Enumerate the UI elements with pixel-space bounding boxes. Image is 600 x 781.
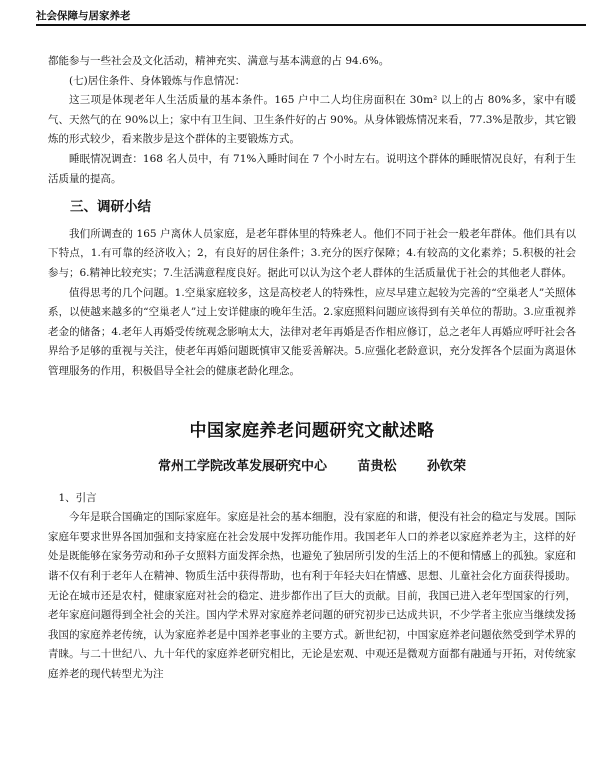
paragraph: 今年是联合国确定的国际家庭年。家庭是社会的基本细胞，没有家庭的和谐，便没有社会的稳定与发展。国际家庭年要求世界各国加强和支持家庭在社会发展中发挥功能作用。我国老年人口的养老以家庭养老为主，这样的好处是既能够在家务劳动和孙子女照料方面发挥余热，也避免了独居所引发的生活上的不便和情感上的孤独。家庭和谐不仅有利于老年人在精神、物质生活中获得帮助，也有利于年轻夫妇在情感、思想、儿童社会化方面获得援助。无论在城市还是农村，健康家庭对社会的稳定、进步都作出了巨大的贡献。目前，我国已进入老年型国家的行列，老年家庭问题得到全社会的关注。国内学术界对家庭养老问题的研究初步已达成共识，不少学者主张应当继续发扬我国的家庭养老传统，认为家庭养老是中国养老事业的主要方式。新世纪初，中国家庭养老问题依然受到学术界的青睐。与二十世纪八、九十年代的家庭养老研究相比，无论是宏观、中观还是微观方面都有融通与开拓，对传统家庭养老的现代转型尤为注 (48, 511, 576, 681)
paragraph: 我们所调查的 165 户离休人员家庭，是老年群体里的特殊老人。他们不同于社会一般老年群体。他们具有以下特点，1.有可靠的经济收入；2，有良好的居住条件；3.充分的医疗保障；4.有较高的文化素养；5.积极的社会参与；6.精神比较充实；7.生活满意程度良好。据此可以认为这个老人群体的生活质量优于社会的其他老人群体。 (48, 227, 576, 279)
author-name: 苗贵松 (357, 459, 397, 475)
author-line (48, 457, 576, 477)
author-name: 孙钦荣 (427, 459, 467, 475)
subsection-heading: 1、引言 (58, 491, 97, 504)
running-header: 社会保障与居家养老 (36, 10, 131, 22)
affiliation: 常州工学院改革发展研究中心 (157, 459, 327, 475)
paragraph: 都能参与一些社会及文化活动，精神充实、满意与基本满意的占 94.6%。 (48, 55, 390, 67)
paragraph: 值得思考的几个问题。1.空巢家庭较多，这是高校老人的特殊性，应尽早建立起较为完善的“空巢老人”关照体系，以使越来越多的“空巢老人”过上安详健康的晚年生活。2.家庭照料问题应该得到有关单位的帮助。3.应重视养老金的储备；4.老年人再婚受传统观念影响太大，法律对老年再婚是否作相应修订，总之老年人再婚应呼吁社会各界给予足够的重视与关注，使老年再婚问题既慎审又能妥善解决。5.应强化老龄意识，充分发挥各个层面为离退休管理服务的作用，积极倡导全社会的健康老龄化理念。 (48, 286, 576, 377)
article-title: 中国家庭养老问题研究文献述略 (189, 420, 435, 441)
section-heading: 三、调研小结 (70, 199, 151, 216)
header-rule (36, 24, 586, 26)
subsection-heading: (七)居住条件、身体锻炼与作息情况： (69, 74, 246, 87)
paragraph: 这三项是体现老年人生活质量的基本条件。165 户中二人均住房面积在 30m² 以上的占 80%多，家中有暖气、天然气的在 90%以上；家中有卫生间、卫生条件好的占 90%。从身体锻炼情况来看，77.3%是散步，其它锻炼的形式较少，看来散步是这个群体的主要锻炼方式。 (48, 94, 576, 146)
paragraph: 睡眠情况调查：168 名人员中，有 71%入睡时间在 7 个小时左右。说明这个群体的睡眠情况良好，有利于生活质量的提高。 (48, 152, 576, 185)
page-body (48, 52, 576, 685)
